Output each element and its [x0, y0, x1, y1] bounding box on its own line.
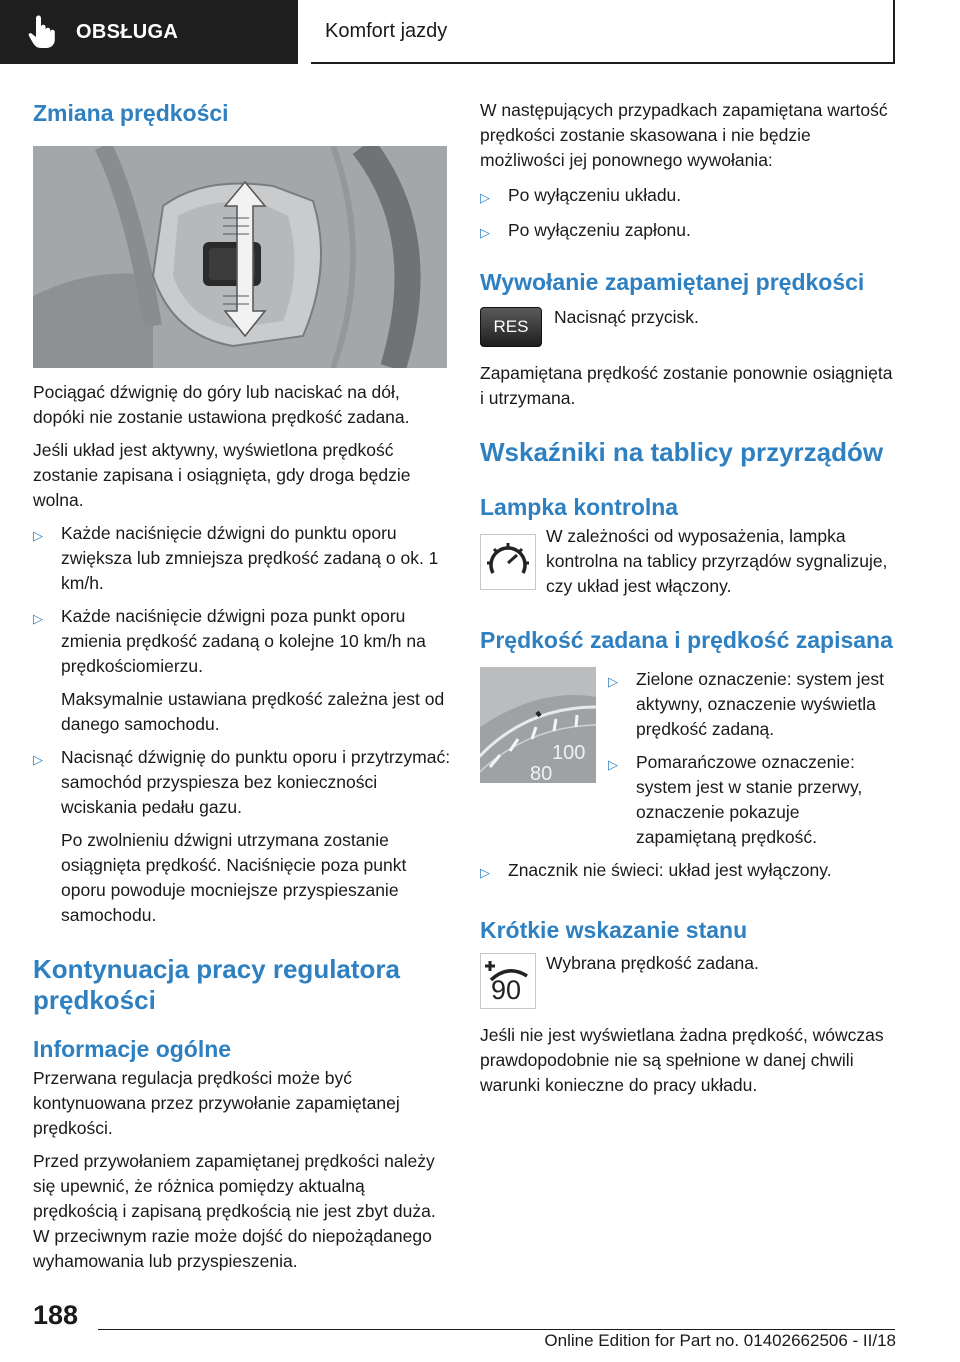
bullet-item [33, 745, 451, 820]
gauge-label-100: 100 [552, 742, 586, 764]
brief-speed-value: 90 [491, 975, 522, 1005]
bullet-item [608, 667, 900, 742]
bullet-text: Każde naciśnięcie dźwigni poza punkt oporu zmienia prędkość zadaną o kolejne 10 km/h na prędkościomierzu. [61, 606, 426, 676]
brief-speed-icon [480, 953, 536, 1009]
triangle-bullet-icon: ▷ [33, 528, 43, 543]
gauge-bullets [608, 667, 900, 850]
para-if-none: Jeśli nie jest wyświetlana żadna prędkość, wówczas prawdopodobnie nie są spełnione w danej chwili warunki konieczne do pracy układu. [480, 1025, 884, 1095]
bullet-item [608, 750, 900, 850]
heading-brief-status: Krótkie wskazanie stanu [480, 917, 748, 943]
speedometer-photo [480, 667, 596, 783]
steering-lever-photo [33, 146, 447, 368]
triangle-bullet-icon: ▷ [608, 757, 618, 772]
para-stored-speed: Zapamiętana prędkość zostanie ponownie osiągnięta i utrzymana. [480, 363, 893, 408]
para-cases: W następujących przypadkach zapamiętana wartość prędkości zostanie skasowana i nie będzie możliwości jej ponownego wywołania: [480, 100, 888, 170]
header-chapter-title: Komfort jazdy [325, 19, 448, 42]
left-column [33, 98, 451, 1274]
header-chapter-tab [311, 0, 895, 64]
para-lamp: W zależności od wyposażenia, lampka kontrolna na tablicy przyrządów sygnalizuje, czy układ jest włączony. [546, 526, 888, 596]
bullet-text: Każde naciśnięcie dźwigni do punktu oporu zwiększa lub zmniejsza prędkość zadaną o ok. 1 km/h. [61, 523, 439, 593]
bullet-item [33, 604, 451, 679]
bullet-item [480, 183, 900, 210]
bullet-subtext: Po zwolnieniu dźwigni utrzymana zostanie osiągnięta prędkość. Naciśnięcie poza punkt oporu powoduje mocniejsze przyspieszanie samochodu. [61, 830, 407, 925]
triangle-bullet-icon: ▷ [480, 190, 490, 205]
triangle-bullet-icon: ▷ [480, 225, 490, 240]
triangle-bullet-icon: ▷ [33, 752, 43, 767]
page-number: 188 [33, 1300, 79, 1330]
heading-continue: Kontynuacja pracy regulatora prędkości [33, 954, 400, 1015]
bullet-text: Zielone oznaczenie: system jest aktywny, oznaczenie wyświetla prędkość zadaną. [636, 669, 885, 739]
gauge-label-80: 80 [530, 763, 553, 783]
bullet-text: Po wyłączeniu zapłonu. [508, 220, 691, 240]
brief-status-row [480, 953, 900, 1009]
heading-indicators: Wskaźniki na tablicy przyrządów [480, 437, 884, 467]
res-button-label: RES [493, 317, 529, 336]
bullet-item [33, 521, 451, 596]
bullet-subtext: Maksymalnie ustawiana prędkość zależna jest od danego samochodu. [61, 689, 445, 734]
footer-divider [98, 1329, 895, 1330]
para-selected-speed: Wybrana prędkość zadana. [546, 953, 759, 973]
triangle-bullet-icon: ▷ [480, 865, 490, 880]
para-if-active: Jeśli układ jest aktywny, wyświetlona prędkość zostanie zapisana i osiągnięta, gdy droga będzie wolna. [33, 440, 411, 510]
heading-lamp: Lampka kontrolna [480, 494, 679, 520]
bullet-text: Znacznik nie świeci: układ jest wyłączony. [508, 860, 832, 880]
cruise-control-lamp-icon [480, 534, 536, 590]
para-before-recall: Przed przywołaniem zapamiętanej prędkości należy się upewnić, że różnica pomiędzy aktualną prędkością i zapisaną prędkością nie jest zbyt duża. W przeciwnym razie może dojść do niepożądanego wyhamowania lub przyspieszenia. [33, 1151, 436, 1271]
bullet-text: Po wyłączeniu układu. [508, 185, 682, 205]
bullet-text: Pomarańczowe oznaczenie: system jest w stanie przerwy, oznaczenie pokazuje zapamiętaną prędkość. [636, 752, 863, 847]
header-section-tab [0, 0, 298, 64]
edition-note: Online Edition for Part no. 01402662506 - II/18 [544, 1331, 896, 1350]
bullet-item [480, 218, 900, 245]
res-button-row [480, 307, 900, 347]
triangle-bullet-icon: ▷ [608, 674, 618, 689]
right-column [480, 98, 900, 1098]
res-button-icon [480, 307, 542, 347]
header-section-title: OBSŁUGA [76, 20, 179, 43]
para-press-button: Nacisnąć przycisk. [554, 307, 699, 327]
heading-target-speed: Prędkość zadana i prędkość zapisana [480, 627, 893, 653]
heading-change-speed: Zmiana prędkości [33, 100, 229, 126]
heading-general: Informacje ogólne [33, 1036, 232, 1062]
heading-recall: Wywołanie zapamiętanej prędkości [480, 269, 865, 295]
para-pull-lever: Pociągać dźwignię do góry lub naciskać na dół, dopóki nie zostanie ustawiona prędkość zadana. [33, 382, 410, 427]
triangle-bullet-icon: ▷ [33, 611, 43, 626]
lamp-row [480, 524, 900, 599]
hand-pointer-icon [22, 12, 62, 52]
para-interrupted: Przerwana regulacja prędkości może być kontynuowana przez przywołanie zapamiętanej prędkości. [33, 1068, 400, 1138]
bullet-item [480, 858, 900, 885]
bullet-text: Nacisnąć dźwignię do punktu oporu i przytrzymać: samochód przyspiesza bez konieczności wciskania pedału gazu. [61, 747, 451, 817]
gauge-row [480, 667, 900, 850]
